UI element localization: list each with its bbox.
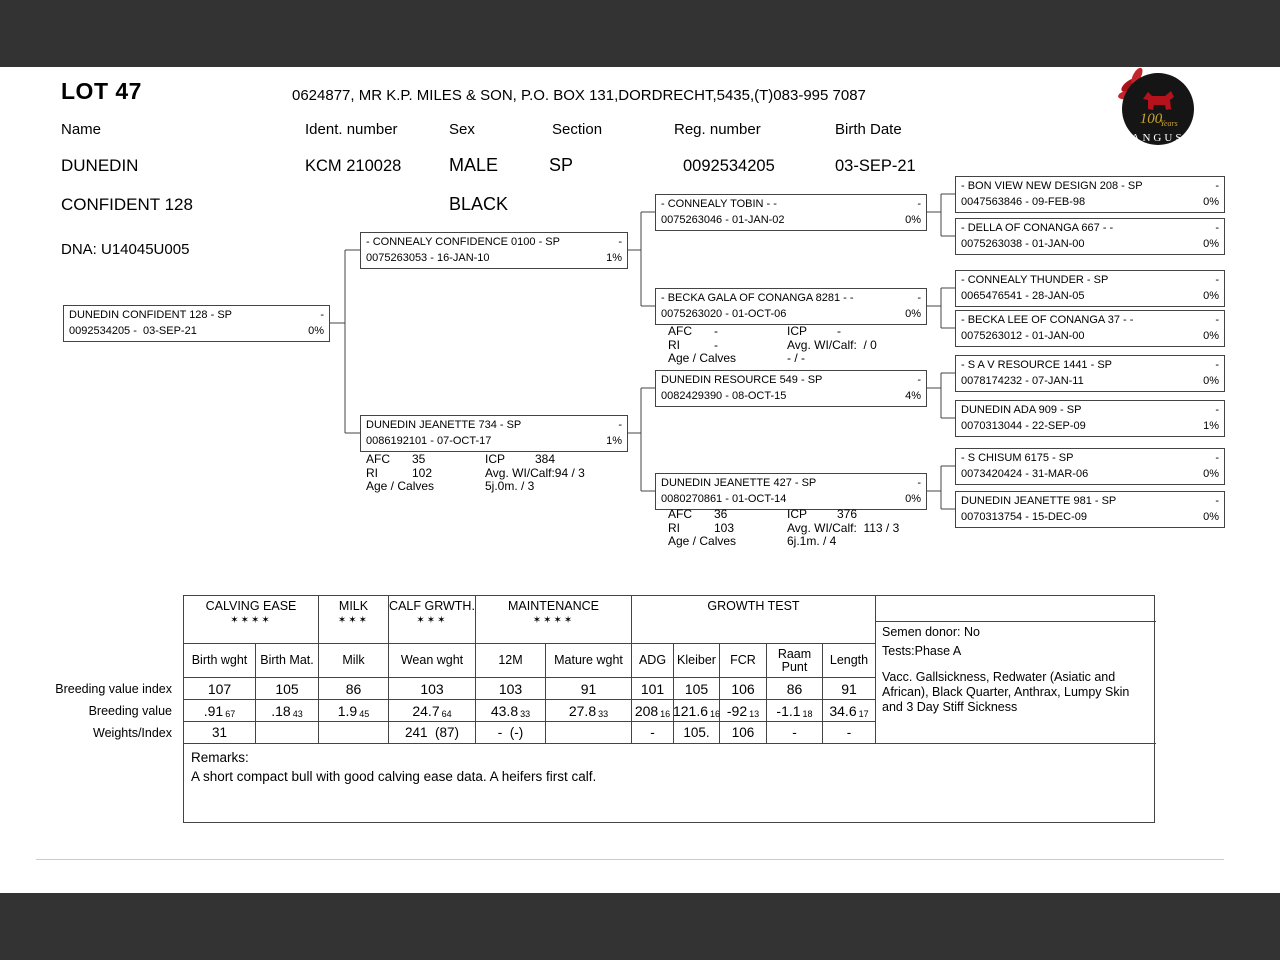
field-label-section: Section [552,121,603,138]
column-header-fcr: FCR [720,644,767,677]
bv-value-cell [720,700,767,721]
pedigree-box-sire [360,232,628,269]
dash: - [1215,404,1219,416]
dash: - [1215,314,1219,326]
bv-column-header-row [184,644,876,678]
bv-value-cell [389,700,476,721]
bv-value-cell [674,700,720,721]
bv-value-cell [476,700,546,721]
bv-value-row [184,700,876,722]
icp-label: ICP [787,324,808,338]
logo-years-text: Years [1160,119,1178,128]
bv-value-cell [256,700,319,721]
column-header-wean-wght: Wean wght [389,644,476,677]
animal-name: - BECKA LEE OF CONANGA 37 - - [961,314,1134,326]
bv-value: .91 [203,702,224,719]
avg-wi-calf: Avg. WI/Calf:94 / 3 [485,465,585,480]
footer-divider [36,859,1224,860]
field-value-color: BLACK [449,194,509,214]
bv-index-cell: 105 [674,678,720,699]
bv-value: 43.8 [490,702,519,719]
animal-name: - CONNEALY THUNDER - SP [961,274,1109,286]
animal-name: - CONNEALY TOBIN - - [661,198,777,210]
ri-value: 102 [412,465,433,480]
field-value-ident: KCM 210028 [305,157,402,175]
animal-name: - S A V RESOURCE 1441 - SP [961,359,1113,371]
bv-value: 121.6 [672,702,709,719]
animal-reg: 0070313754 - 15-DEC-09 [961,511,1087,523]
row-label-weights-index: Weights/Index [93,726,172,740]
remarks-label: Remarks: [191,750,249,765]
field-value-sex: MALE [449,155,499,175]
bv-value-cell [767,700,823,721]
dash: - [1215,359,1219,371]
lot-number: LOT 47 [61,78,142,104]
inbreeding-pct: 0% [1203,238,1219,250]
weights-cell: 105. [674,722,720,743]
column-header-adg: ADG [632,644,674,677]
dash: - [1215,495,1219,507]
bv-value: 1.9 [337,702,358,719]
dash: - [917,477,921,489]
pedigree-box-subject [63,305,330,342]
group-calf-growth [389,596,476,643]
field-label-name: Name [61,121,102,138]
field-label-ident: Ident. number [305,121,398,138]
ri-label: RI [366,465,378,480]
field-label-reg: Reg. number [674,121,761,138]
weights-cell [546,722,632,743]
animal-name: - DELLA OF CONANGA 667 - - [961,222,1114,234]
vaccination-list: Vacc. Gallsickness, Redwater (Asiatic and African), Black Quarter, Anthrax, Lumpy Skin and 3 Day Stiff Sickness [882,670,1130,714]
semen-donor-status: Semen donor: No [882,625,980,639]
inbreeding-pct: 4% [905,390,921,402]
weights-cell [256,722,319,743]
animal-reg: 0047563846 - 09-FEB-98 [961,196,1086,208]
bv-value: 34.6 [829,702,857,719]
animal-name: DUNEDIN RESOURCE 549 - SP [661,374,823,386]
pedigree-box-gen3-1 [655,288,927,325]
age-calves-value: 6j.1m. / 4 [787,534,837,548]
inbreeding-pct: 1% [606,435,622,447]
pedigree-box-gen3-3 [655,473,927,510]
field-value-name: DUNEDIN [61,156,139,175]
animal-reg: 0065476541 - 28-JAN-05 [961,290,1085,302]
bv-index-cell: 106 [720,678,767,699]
age-calves-label: Age / Calves [668,534,737,548]
group-label: CALVING EASE [205,599,297,613]
field-value-reg: 0092534205 [683,157,775,175]
animal-reg: 0075263038 - 01-JAN-00 [961,238,1085,250]
avg-wi-calf: Avg. WI/Calf: / 0 [787,337,877,352]
field-value-section: SP [549,155,574,175]
weights-cell: - (-) [476,722,546,743]
bv-accuracy: 64 [441,708,452,719]
bv-accuracy: 33 [520,708,531,719]
afc-value: 36 [714,507,728,521]
pedigree-box-gen4-6 [955,448,1225,485]
star-rating: ✶✶✶ [337,615,370,626]
animal-reg: 0080270861 - 01-OCT-14 [661,493,787,505]
bv-index-cell: 103 [476,678,546,699]
weights-cell: - [767,722,823,743]
group-label: MILK [338,599,369,613]
inbreeding-pct: 0% [1203,196,1219,208]
animal-reg: 0075263020 - 01-OCT-06 [661,308,787,320]
inbreeding-pct: 0% [1203,290,1219,302]
afc-label: AFC [668,324,692,338]
bv-accuracy: 33 [598,708,609,719]
pedigree-box-gen4-1 [955,218,1225,255]
inbreeding-pct: 0% [308,325,324,337]
dash: - [618,236,622,248]
column-header-kleiber: Kleiber [674,644,720,677]
column-header-length: Length [823,644,876,677]
bv-accuracy: 45 [359,708,370,719]
weights-cell [319,722,389,743]
group-label: CALF GRWTH. [389,599,475,613]
bv-value-cell [184,700,256,721]
pedigree-box-gen4-2 [955,270,1225,307]
animal-name: - BON VIEW NEW DESIGN 208 - SP [961,180,1143,192]
test-info-panel [876,596,1156,744]
animal-name: DUNEDIN ADA 909 - SP [961,404,1082,416]
field-label-sex: Sex [449,121,475,138]
group-label: GROWTH TEST [707,599,800,613]
afc-value: - [714,324,718,338]
column-header-birth-wght: Birth wght [184,644,256,677]
stats-block-jeanette-427 [668,508,930,549]
bv-index-cell: 103 [389,678,476,699]
pedigree-box-gen4-0 [955,176,1225,213]
bv-accuracy: 13 [749,708,760,719]
star-rating: ✶✶✶ [416,615,448,626]
bv-value-cell [823,700,876,721]
pedigree-box-gen4-7 [955,491,1225,528]
animal-reg: 0092534205 - 03-SEP-21 [69,325,197,337]
afc-label: AFC [668,507,692,521]
ri-value: 103 [714,520,735,535]
bv-value: 24.7 [412,702,440,719]
dash: - [1215,222,1219,234]
bv-value: 208 [634,702,659,719]
owner-line: 0624877, MR K.P. MILES & SON, P.O. BOX 131,DORDRECHT,5435,(T)083-995 7087 [292,87,866,104]
row-label-breeding-value-index: Breeding value index [55,682,172,696]
ri-value: - [714,337,718,352]
bv-accuracy: 17 [858,708,869,719]
dash: - [917,198,921,210]
bottom-bar [0,893,1280,960]
bv-index-cell: 91 [546,678,632,699]
column-header-mature-wght: Mature wght [546,644,632,677]
field-value-birth: 03-SEP-21 [835,157,916,175]
bv-value: .18 [271,702,291,719]
bv-value: 27.8 [568,702,597,719]
bv-index-cell: 107 [184,678,256,699]
column-header-milk: Milk [319,644,389,677]
logo-100-text: 100 [1139,111,1163,127]
avg-wi-calf: Avg. WI/Calf: 113 / 3 [787,520,900,535]
afc-label: AFC [366,452,390,466]
inbreeding-pct: 0% [905,493,921,505]
animal-reg: 0075263053 - 16-JAN-10 [366,252,490,264]
dash: - [1215,180,1219,192]
group-calving-ease [184,596,319,643]
bv-group-header-row [184,596,876,644]
dash: - [320,309,324,321]
animal-reg: 0070313044 - 22-SEP-09 [961,420,1086,432]
bv-accuracy: 16 [660,708,671,719]
top-bar [0,0,1280,67]
weights-cell: 106 [720,722,767,743]
group-label: MAINTENANCE [508,599,599,613]
group-growth-test [632,596,876,643]
bv-value-cell [546,700,632,721]
bv-index-cell: 101 [632,678,674,699]
inbreeding-pct: 0% [1203,468,1219,480]
animal-name: - CONNEALY CONFIDENCE 0100 - SP [366,236,560,248]
weights-cell: - [632,722,674,743]
field-value-name2: CONFIDENT 128 [61,195,193,214]
bv-index-cell: 86 [319,678,389,699]
info-panel-spacer [876,596,1156,622]
animal-reg: 0073420424 - 31-MAR-06 [961,468,1089,480]
animal-name: DUNEDIN JEANETTE 734 - SP [366,419,522,431]
pedigree-box-gen3-0 [655,194,927,231]
pedigree-box-gen4-4 [955,355,1225,392]
bv-table-grid [184,596,876,744]
ri-label: RI [668,337,680,352]
animal-reg: 0086192101 - 07-OCT-17 [366,435,492,447]
column-header-12m: 12M [476,644,546,677]
dash: - [618,419,622,431]
bv-index-cell: 91 [823,678,876,699]
weights-index-row [184,722,876,744]
bv-value: -92 [726,702,748,719]
dna-number: DNA: U14045U005 [61,241,190,258]
icp-value: - [837,324,841,338]
angus-logo-graphic [1115,66,1199,150]
inbreeding-pct: 0% [905,308,921,320]
dash: - [917,292,921,304]
age-calves-label: Age / Calves [668,351,737,365]
animal-name: DUNEDIN JEANETTE 981 - SP [961,495,1117,507]
inbreeding-pct: 1% [1203,420,1219,432]
age-calves-value: - / - [787,351,805,365]
animal-reg: 0078174232 - 07-JAN-11 [961,375,1084,387]
bv-value: -1.1 [776,702,801,719]
inbreeding-pct: 0% [1203,511,1219,523]
bv-index-row [184,678,876,700]
bv-value-cell [319,700,389,721]
bv-index-cell: 105 [256,678,319,699]
pedigree-box-gen4-3 [955,310,1225,347]
pedigree-box-gen4-5 [955,400,1225,437]
animal-reg: 0082429390 - 08-OCT-15 [661,390,787,402]
bv-accuracy: 16 [710,708,721,719]
icp-label: ICP [485,452,506,466]
afc-value: 35 [412,452,426,466]
animal-name: DUNEDIN JEANETTE 427 - SP [661,477,817,489]
bv-index-cell: 86 [767,678,823,699]
tests-phase: Tests:Phase A [882,644,962,658]
weights-cell: 31 [184,722,256,743]
angus-logo [1115,66,1199,150]
weights-cell: 241 (87) [389,722,476,743]
age-calves-value: 5j.0m. / 3 [485,479,535,493]
icp-value: 376 [837,507,858,521]
breeding-value-table [183,595,1155,823]
animal-name: - S CHISUM 6175 - SP [961,452,1074,464]
pedigree-box-gen3-2 [655,370,927,407]
icp-label: ICP [787,507,808,521]
animal-reg: 0075263046 - 01-JAN-02 [661,214,785,226]
field-label-birth: Birth Date [835,121,902,138]
group-maintenance [476,596,632,643]
logo-angus-text: ANGUS [1131,132,1185,144]
dash: - [1215,452,1219,464]
column-header-birth-mat: Birth Mat. [256,644,319,677]
dash: - [1215,274,1219,286]
inbreeding-pct: 0% [905,214,921,226]
group-milk [319,596,389,643]
icp-value: 384 [535,452,556,466]
ri-label: RI [668,520,680,535]
animal-name: - BECKA GALA OF CONANGA 8281 - - [661,292,854,304]
age-calves-label: Age / Calves [366,479,435,493]
inbreeding-pct: 1% [606,252,622,264]
bv-accuracy: 67 [225,708,236,719]
weights-cell: - [823,722,876,743]
bv-accuracy: 43 [292,708,303,719]
star-rating: ✶✶✶✶ [532,615,575,626]
pedigree-box-dam [360,415,628,452]
star-rating: ✶✶✶✶ [230,615,272,626]
stats-block-dam [366,453,628,494]
bv-value-cell [632,700,674,721]
inbreeding-pct: 0% [1203,330,1219,342]
column-header-raam-punt: Raam Punt [767,644,823,677]
bv-accuracy: 18 [802,708,813,719]
row-label-breeding-value: Breeding value [88,704,172,718]
stats-block-becka-gala [668,325,930,366]
animal-reg: 0075263012 - 01-JAN-00 [961,330,1085,342]
inbreeding-pct: 0% [1203,375,1219,387]
dash: - [917,374,921,386]
remarks-section [184,744,1154,822]
remarks-text: A short compact bull with good calving ease data. A heifers first calf. [191,769,597,784]
animal-name: DUNEDIN CONFIDENT 128 - SP [69,309,232,321]
